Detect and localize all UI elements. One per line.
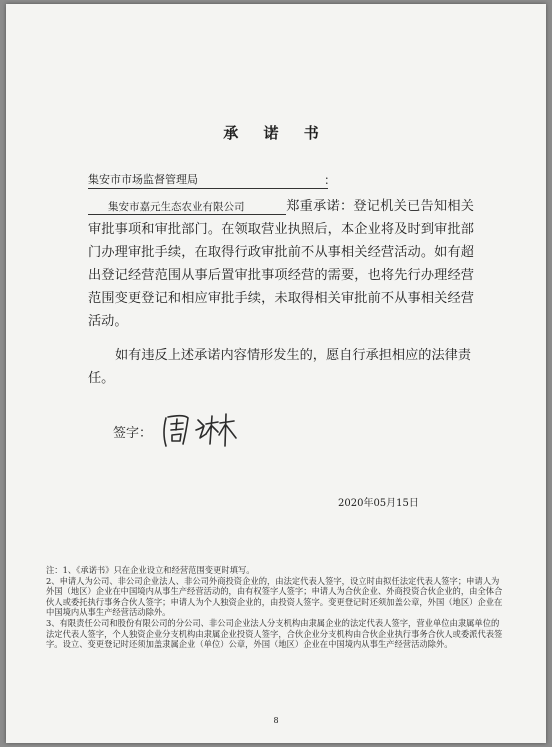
handwritten-signature [156,408,246,454]
document-title: 承 诺 书 [223,124,329,142]
signing-date: 2020年05月15日 [338,498,419,509]
addressee-colon: ： [324,173,337,187]
notes-section [46,565,506,650]
addressee-field: 集安市市场监督管理局 [88,171,328,189]
note-1: 注：1、《承诺书》只在企业设立和经营范围变更时填写。 [46,565,255,575]
commitment-paragraph [88,195,474,333]
page-number: 8 [273,716,279,725]
document-page [6,4,546,743]
commitment-text: 郑重承诺：登记机关已告知相关审批事项和审批部门。在领取营业执照后，本企业将及时到审批部门办理审批手续，在取得行政审批前不从事相关经营活动。如有超出登记经营范围从事后置审批事项经营的需要，也将先行办理经营范围变更登记和相应审批手续，未取得相关审批前不从事相关经营活动。 [88,199,474,329]
note-2: 2、申请人为公司、非公司企业法人、非公司外商投资企业的，由法定代表人签字，设立时由拟任法定代表人签字；申请人为外国（地区）企业在中国境内从事生产经营活动的，由有权签字人签字；申请人为合伙企业、外商投资合伙企业的，由全体合伙人或委托执行事务合伙人签字；申请人为个人独资企业的，由投资人签字。变更登记时还须加盖公章，外国（地区）企业在中国境内从事生产经营活动除外。 [46,575,503,618]
responsibility-paragraph: 如有违反上述承诺内容情形发生的，愿自行承担相应的法律责任。 [88,348,472,386]
note-3: 3、有限责任公司和股份有限公司的分公司、非公司企业法人分支机构由隶属企业的法定代表人签字，营业单位由隶属单位的法定代表人签字，个人独资企业分支机构由隶属企业投资人签字，合伙企业分支机构由合伙企业执行事务合伙人或委派代表签字。设立、变更登记时还须加盖隶属企业（单位）公章，外国（地区）企业在中国境内从事生产经营活动除外。 [46,617,503,650]
company-name-field: 集安市嘉元生态农业有限公司 [88,200,286,215]
signature-label: 签字： [113,426,153,441]
